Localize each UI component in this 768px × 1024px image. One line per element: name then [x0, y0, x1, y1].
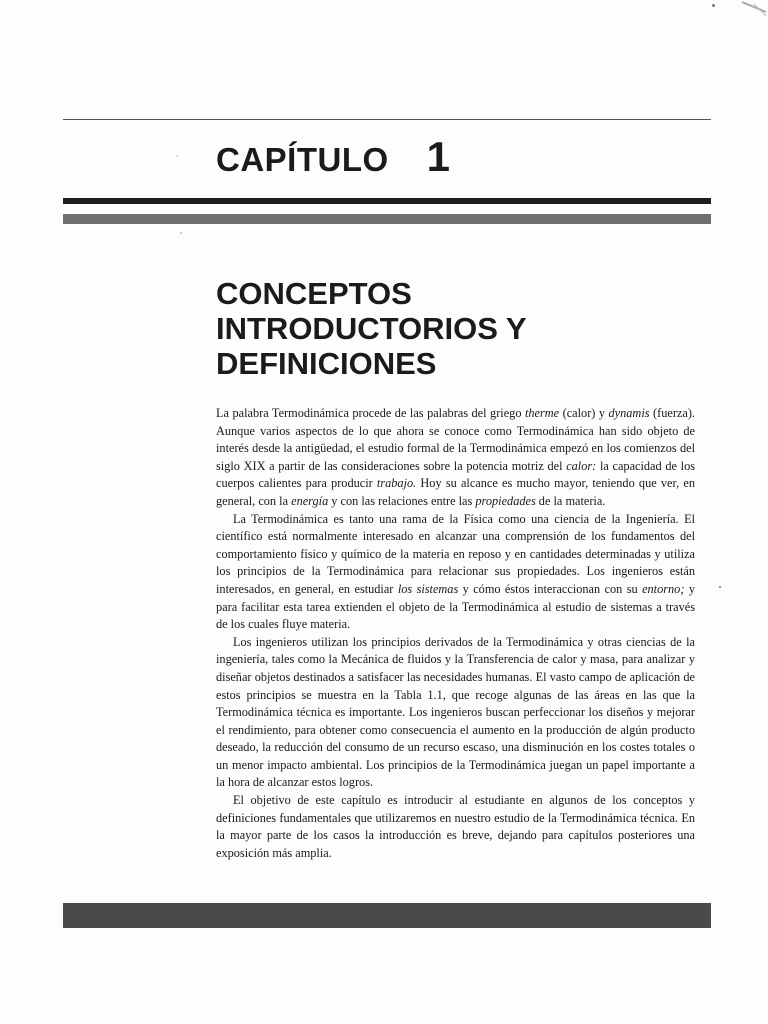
italic-term: therme [524, 406, 560, 420]
body-text [216, 405, 695, 862]
text-segment: (fuerza). Aunque varios aspectos de lo que ahora se conoce como Termodinámica han sido objeto de interés desde la antigüedad, el estudio formal de la Termodinámica empezó en los comienzos del siglo XIX a partir de las consideraciones sobre la potencia motriz del [216, 406, 696, 473]
chapter-title-line: INTRODUCTORIOS Y [216, 311, 527, 346]
italic-term: los sistemas [397, 581, 459, 596]
text-segment: de la materia. [535, 493, 606, 508]
paragraph [216, 511, 695, 634]
paragraph [216, 634, 695, 792]
chapter-label: CAPÍTULO [216, 141, 389, 178]
top-rule [63, 119, 711, 120]
italic-term: calor: [566, 458, 597, 473]
chapter-number: 1 [426, 133, 451, 180]
italic-term: trabajo. [376, 476, 417, 491]
heading-rule-gray [63, 214, 711, 224]
scan-speck [719, 586, 721, 588]
paragraph [216, 405, 695, 511]
scan-speck [180, 232, 182, 234]
text-segment: La Termodinámica es tanto una rama de la Física como una ciencia de la Ingeniería. El científico está normalmente interesado en alcanzar una comprensión de los fundamentos del comportamiento físico y químico de la materia en reposo y en cantidades determinadas y utiliza los principios de la Termodinámica para relacionar sus propiedades. Los ingenieros están interesados, en general, en estudiar [216, 511, 695, 596]
text-segment: y cómo éstos interaccionan con su [458, 581, 643, 596]
heading-rule-thick [63, 198, 711, 204]
text-segment: y para facilitar esta tarea extienden el objeto de la Termodinámica al estudio de sistemas a través de los cuales fluye materia. [216, 581, 695, 632]
text-segment: y con las relaciones entre las [328, 493, 476, 508]
italic-term: dynamis [608, 406, 650, 420]
text-segment: Los ingenieros utilizan los principios derivados de la Termodinámica y otras ciencias de la ingeniería, tales como la Mecánica de fluidos y la Transferencia de calor y masa, para analizar y diseñar objetos destinados a satisfacer las necesidades humanas. El vasto campo de aplicación de estos principios se muestra en la Tabla 1.1, que recoge algunas de las áreas en las que la Termodinámica técnica es importante. Los ingenieros buscan perfeccionar los diseños y mejorar el rendimiento, para obtener como consecuencia el aumento en la producción de algún producto deseado, la reducción del consumo de un recurso escaso, una disminución en los costes totales o un menor impacto ambiental. Los principios de la Termodinámica juegan un papel importante a la hora de alcanzar estos logros. [216, 634, 695, 790]
text-segment: la capacidad de los cuerpos calientes para producir [216, 458, 695, 491]
chapter-title-line: CONCEPTOS [216, 276, 412, 311]
chapter-heading [216, 133, 450, 181]
text-segment: El objetivo de este capítulo es introducir al estudiante en algunos de los conceptos y definiciones fundamentales que utilizaremos en nuestro estudio de la Termodinámica técnica. En la mayor parte de los casos la introducción es breve, dejando para capítulos posteriores una exposición más amplia. [216, 793, 695, 860]
italic-term: energía [291, 493, 329, 508]
paragraph [216, 792, 695, 862]
chapter-title [216, 276, 696, 381]
corner-scan-mark [740, 0, 768, 18]
bottom-bar [63, 903, 711, 928]
scan-speck [712, 4, 715, 7]
scan-speck [176, 155, 178, 157]
text-segment: Hoy su alcance es mucho mayor, teniendo que ver, en general, con la [216, 476, 695, 508]
italic-term: propiedades [475, 493, 536, 508]
italic-term: entorno; [642, 581, 685, 596]
chapter-title-line: DEFINICIONES [216, 346, 437, 381]
text-segment: (calor) y [559, 406, 609, 420]
text-segment: La palabra Termodinámica procede de las palabras del griego [216, 406, 525, 420]
